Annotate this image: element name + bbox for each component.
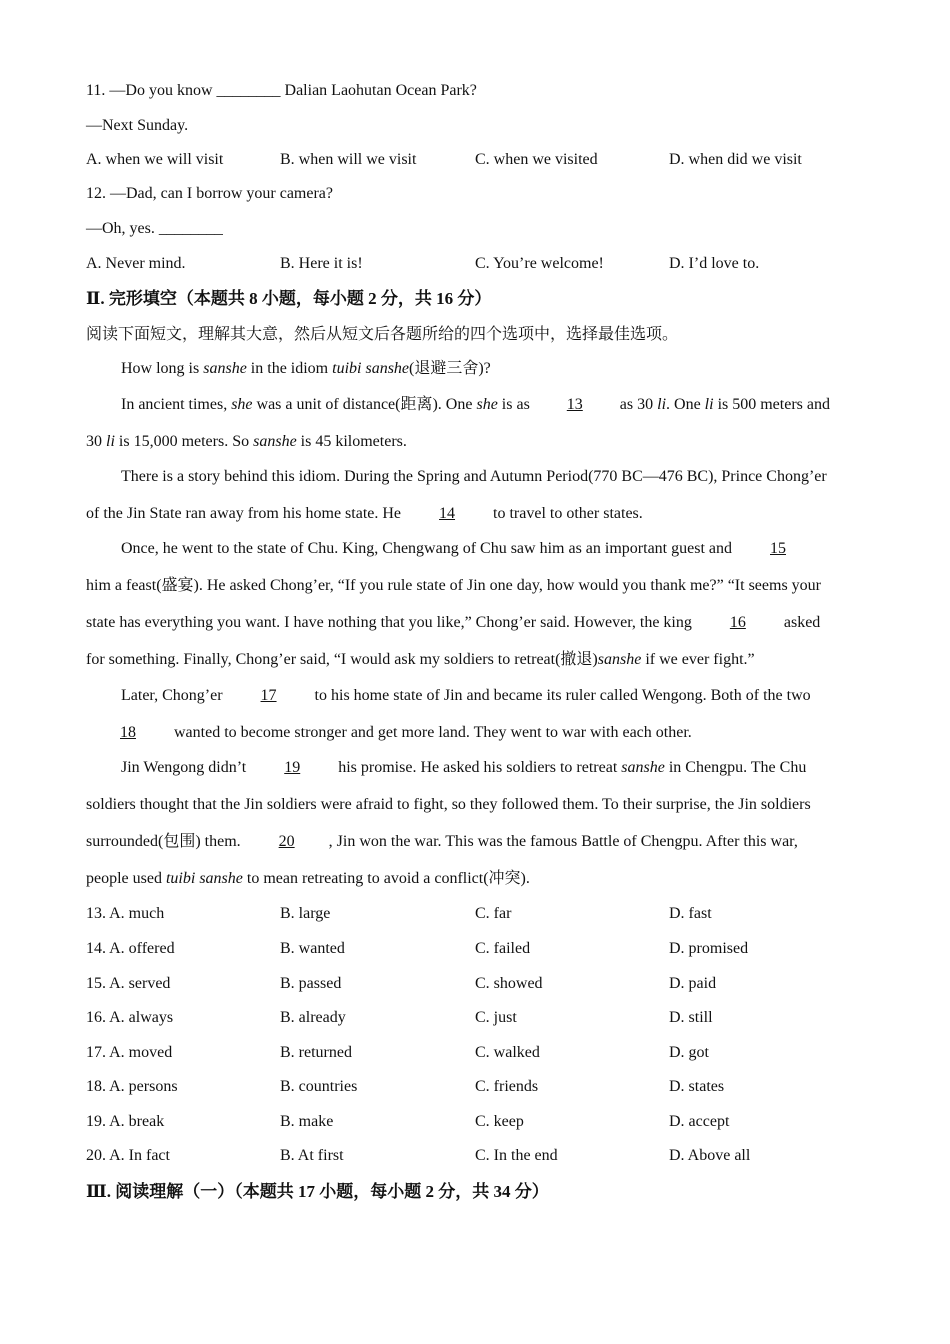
choice-16-b: B. already — [280, 1009, 346, 1026]
choice-14-d: D. promised — [669, 940, 749, 957]
passage-p5-line2 — [86, 723, 692, 743]
term-tuibi-sanshe: tuibi sanshe — [165, 870, 243, 887]
passage-p6-line4 — [86, 869, 530, 889]
q12-option-c: C. You’re welcome! — [475, 255, 604, 272]
choice-16-d: D. still — [669, 1009, 713, 1026]
term-li: li — [704, 396, 714, 413]
passage-p2-line2 — [86, 432, 407, 452]
term-sanshe: sanshe — [253, 433, 297, 450]
text: as 30 — [615, 396, 658, 413]
choice-14-b: B. wanted — [280, 940, 345, 957]
choice-row-13 — [86, 904, 876, 924]
text: . One — [666, 396, 705, 413]
text: of the Jin State ran away from his home state. He — [86, 505, 406, 522]
text: to travel to other states. — [489, 505, 643, 522]
choice-14-c: C. failed — [475, 940, 531, 957]
text: in Chengpu. The Chu — [664, 759, 807, 776]
section-2-title: Ⅱ. 完形填空（本题共 8 小题，每小题 2 分，共 16 分） — [86, 289, 492, 308]
text: to mean retreating to avoid a conflict(冲突). — [242, 870, 530, 887]
q11-option-c: C. when we visited — [475, 151, 598, 168]
text: his promise. He asked his soldiers to retreat — [334, 759, 622, 776]
q11-option-a: A. when we will visit — [86, 151, 224, 168]
text: , Jin won the war. This was the famous Battle of Chengpu. After this war, — [328, 833, 798, 850]
choice-16-a: 16. A. always — [86, 1009, 174, 1026]
passage-p6-line1 — [121, 758, 806, 778]
section-2-instruction: 阅读下面短文，理解其大意，然后从短文后各题所给的四个选项中，选择最佳选项。 — [86, 326, 679, 343]
blank-14: 14 — [439, 505, 456, 522]
choice-15-a: 15. A. served — [86, 975, 171, 992]
text: How long is — [121, 360, 204, 377]
term-sanshe: sanshe — [597, 651, 642, 668]
q11-stem-pre: 11. —Do you know — [86, 82, 217, 99]
choice-18-c: C. friends — [475, 1078, 539, 1095]
blank-20: 20 — [278, 833, 295, 850]
choice-17-b: B. returned — [280, 1044, 352, 1061]
choice-row-15 — [86, 974, 876, 994]
blank-13: 13 — [566, 396, 583, 413]
passage-p1 — [121, 359, 491, 379]
text: is 500 meters and — [713, 396, 830, 413]
term-li: li — [657, 396, 667, 413]
choice-17-d: D. got — [669, 1044, 709, 1061]
q11-blank: ________ — [216, 82, 281, 99]
passage-p6-line2: soldiers thought that the Jin soldiers were afraid to fight, so they followed them. To their surprise, the Jin soldiers — [86, 796, 811, 813]
choice-20-a: 20. A. In fact — [86, 1147, 170, 1164]
choice-16-c: C. just — [475, 1009, 517, 1026]
choice-13-a: 13. A. much — [86, 905, 165, 922]
passage-p4-line2: him a feast(盛宴). He asked Chong’er, “If you rule state of Jin one day, how would you thank me?” “It seems your — [86, 577, 822, 594]
choice-row-16 — [86, 1008, 876, 1028]
blank-17: 17 — [260, 687, 277, 704]
term-sanshe: sanshe — [203, 360, 247, 377]
passage-p4-line1 — [121, 539, 820, 559]
text: to his home state of Jin and became its ruler called Wengong. Both of the two — [310, 687, 811, 704]
q12-option-b: B. Here it is! — [280, 255, 363, 272]
choice-row-20 — [86, 1146, 876, 1166]
passage-p3-line1: There is a story behind this idiom. During the Spring and Autumn Period(770 BC—476 BC), Prince Chong’er — [121, 468, 827, 485]
choice-15-c: C. showed — [475, 975, 543, 992]
text: 30 — [86, 433, 106, 450]
text: wanted to become stronger and get more land. They went to war with each other. — [170, 724, 692, 741]
choice-14-a: 14. A. offered — [86, 940, 175, 957]
choice-20-b: B. At first — [280, 1147, 344, 1164]
term-she: she — [231, 396, 253, 413]
blank-15: 15 — [770, 540, 786, 557]
text: In ancient times, — [121, 396, 232, 413]
choice-13-b: B. large — [280, 905, 331, 922]
passage-p5-line1 — [121, 686, 811, 706]
choice-row-17 — [86, 1043, 876, 1063]
blank-18: 18 — [120, 724, 136, 741]
q12-option-a: A. Never mind. — [86, 255, 186, 272]
question-11-reply: —Next Sunday. — [86, 117, 189, 134]
choice-17-a: 17. A. moved — [86, 1044, 173, 1061]
choice-15-b: B. passed — [280, 975, 342, 992]
question-12-stem: 12. —Dad, can I borrow your camera? — [86, 185, 334, 202]
text: state has everything you want. I have nothing that you like,” Chong’er said. However, the king — [86, 614, 696, 631]
term-sanshe: sanshe — [621, 759, 665, 776]
text: if we ever fight.” — [641, 651, 755, 668]
blank-19: 19 — [284, 759, 301, 776]
q12-option-d: D. I’d love to. — [669, 255, 760, 272]
blank-16: 16 — [729, 614, 746, 631]
text: Once, he went to the state of Chu. King, Chengwang of Chu saw him as an important guest and — [121, 540, 736, 557]
choice-18-d: D. states — [669, 1078, 725, 1095]
text: was a unit of distance(距离). One — [252, 396, 477, 413]
choice-row-18 — [86, 1077, 876, 1097]
passage-p6-line3 — [86, 832, 798, 852]
passage-p3-line2 — [86, 504, 643, 524]
choice-19-c: C. keep — [475, 1113, 524, 1130]
choice-13-c: C. far — [475, 905, 512, 922]
choice-row-14 — [86, 939, 876, 959]
q12-blank: ________ — [158, 220, 223, 237]
choice-13-d: D. fast — [669, 905, 712, 922]
text: surrounded(包围) them. — [86, 833, 245, 850]
text: Later, Chong’er — [121, 687, 227, 704]
term-li: li — [106, 433, 115, 450]
text: (退避三舍)? — [409, 360, 491, 377]
q11-option-d: D. when did we visit — [669, 151, 802, 168]
q11-stem-post: Dalian Laohutan Ocean Park? — [280, 82, 477, 99]
text: asked — [779, 614, 821, 631]
choice-17-c: C. walked — [475, 1044, 540, 1061]
choice-19-d: D. accept — [669, 1113, 730, 1130]
q11-option-b: B. when will we visit — [280, 151, 417, 168]
choice-20-c: C. In the end — [475, 1147, 558, 1164]
text: Jin Wengong didn’t — [121, 759, 251, 776]
text: in the idiom — [246, 360, 333, 377]
passage-p2-line1 — [121, 395, 830, 415]
text: is 15,000 meters. So — [114, 433, 254, 450]
section-3-title: Ⅲ. 阅读理解（一）（本题共 17 小题，每小题 2 分，共 34 分） — [86, 1182, 549, 1201]
choice-18-a: 18. A. persons — [86, 1078, 178, 1095]
text: is as — [497, 396, 534, 413]
question-11-stem — [86, 81, 477, 101]
term-tuibi-sanshe: tuibi sanshe — [332, 360, 410, 377]
choice-20-d: D. Above all — [669, 1147, 751, 1164]
question-12-reply — [86, 219, 223, 239]
q12-reply-pre: —Oh, yes. — [86, 220, 159, 237]
choice-19-a: 19. A. break — [86, 1113, 165, 1130]
text: for something. Finally, Chong’er said, “I would ask my soldiers to retreat(撤退) — [86, 651, 598, 668]
text: people used — [86, 870, 166, 887]
choice-row-19 — [86, 1112, 876, 1132]
text: is 45 kilometers. — [296, 433, 407, 450]
choice-18-b: B. countries — [280, 1078, 358, 1095]
passage-p4-line4 — [86, 650, 755, 670]
term-she: she — [476, 396, 498, 413]
passage-p4-line3 — [86, 613, 820, 633]
choice-19-b: B. make — [280, 1113, 334, 1130]
choice-15-d: D. paid — [669, 975, 717, 992]
